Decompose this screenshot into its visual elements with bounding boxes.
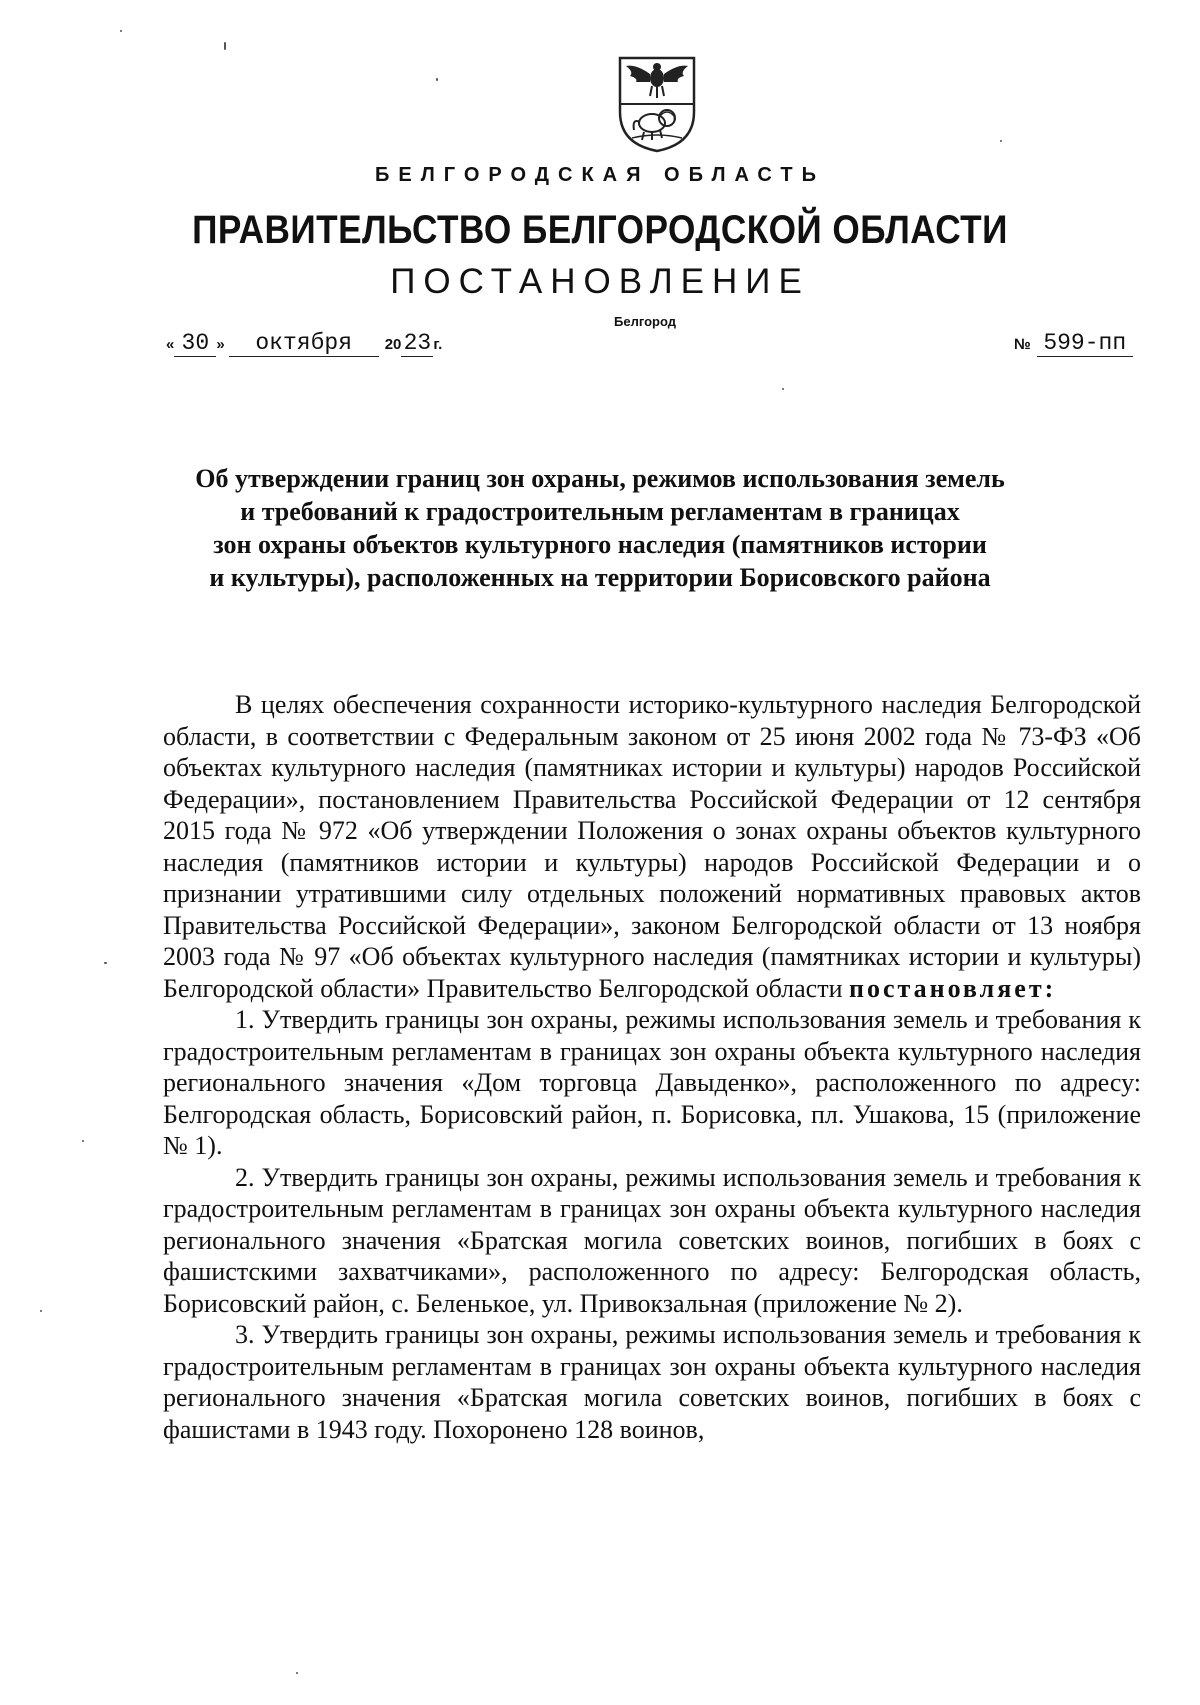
item-paragraph: 1. Утвердить границы зон охраны, режимы использования земель и требования к градостроительным регламентам в границах зон охраны объекта культурного наследия регионального значения «Дом торговца Давыденко», расположенного по адресу: Белгородская область, Борисовский район, п. Борисовка, пл. Ушакова, 15 (приложение № 1).: [163, 1005, 1141, 1160]
preamble-text: В целях обеспечения сохранности историко-культурного наследия Белгородской области, в соответствии с Федеральным законом от 25 июня 2002 года № 73-ФЗ «Об объектах культурного наследия (памятниках истории и культуры) народов Российской Федерации», постановлением Правительства Российской Федерации от 12 сентября 2015 года № 972 «Об утверждении Положения о зонах охраны объектов культурного наследия (памятников истории и культуры) народов Российской Федерации и о признании утратившими силу отдельных положений нормативных правовых актов Правительства Российской Федерации», законом Белгородской области от 13 ноября 2003 года № 97 «Об объектах культурного наследия (памятниках истории и культуры) Белгородской области» Правительство Белгородской области: [163, 690, 1141, 1003]
title-line: и требований к градостроительным регламентам в границах: [240, 497, 960, 526]
title-line: Об утверждении границ зон охраны, режимов использования земель: [195, 464, 1005, 493]
belgorod-coat-of-arms-icon: [612, 52, 702, 154]
document-date: [166, 330, 442, 357]
number-value: 599-пп: [1043, 330, 1127, 356]
number-prefix: №: [1014, 336, 1031, 353]
scan-speck: [104, 962, 107, 964]
title-line: и культуры), расположенных на территории Борисовского района: [209, 563, 991, 592]
item-paragraph: 2. Утвердить границы зон охраны, режимы использования земель и требования к градостроительным регламентам в границах зон охраны объекта культурного наследия регионального значения «Братская могила советских воинов, погибших в боях с фашистскими захватчиками», расположенного по адресу: Белгородская область, Борисовский район, с. Беленькое, ул. Привокзальная (приложение № 2).: [163, 1162, 1141, 1318]
region-heading: БЕЛГОРОДСКАЯ ОБЛАСТЬ: [375, 164, 825, 186]
scan-speck: [224, 42, 226, 50]
decree-word: постановляет:: [848, 973, 1057, 1003]
date-month: октября: [255, 330, 352, 356]
preamble-paragraph: [163, 689, 1141, 1004]
date-day: 30: [181, 330, 210, 356]
document-body: [163, 689, 1141, 1445]
scan-speck: [40, 1310, 42, 1312]
government-heading: ПРАВИТЕЛЬСТВО БЕЛГОРОДСКОЙ ОБЛАСТИ: [192, 208, 1008, 252]
scan-speck: [1000, 140, 1002, 142]
date-year-suffix: 23: [403, 330, 432, 356]
date-open-quote: «: [166, 336, 175, 353]
date-year-prefix: 20: [384, 336, 402, 353]
document-number: [1014, 330, 1133, 357]
scan-speck: [782, 388, 784, 390]
scan-speck: [82, 1140, 84, 1142]
date-year-mark: г.: [433, 336, 443, 353]
date-close-quote: »: [216, 336, 225, 353]
coat-of-arms: [612, 52, 702, 154]
document-type: ПОСТАНОВЛЕНИЕ: [390, 262, 810, 301]
document-title: [150, 462, 1050, 594]
item-paragraph: 3. Утвердить границы зон охраны, режимы использования земель и требования к градостроительным регламентам в границах зон охраны объекта культурного наследия регионального значения «Братская могила советских воинов, погибших в боях с фашистами в 1943 году. Похоронено 128 воинов,: [163, 1320, 1141, 1444]
scan-speck: [436, 78, 438, 81]
scan-speck: [120, 30, 122, 32]
title-line: зон охраны объектов культурного наследия (памятников истории: [213, 530, 987, 559]
city-label: Белгород: [614, 314, 676, 329]
scan-speck: [296, 1672, 298, 1674]
